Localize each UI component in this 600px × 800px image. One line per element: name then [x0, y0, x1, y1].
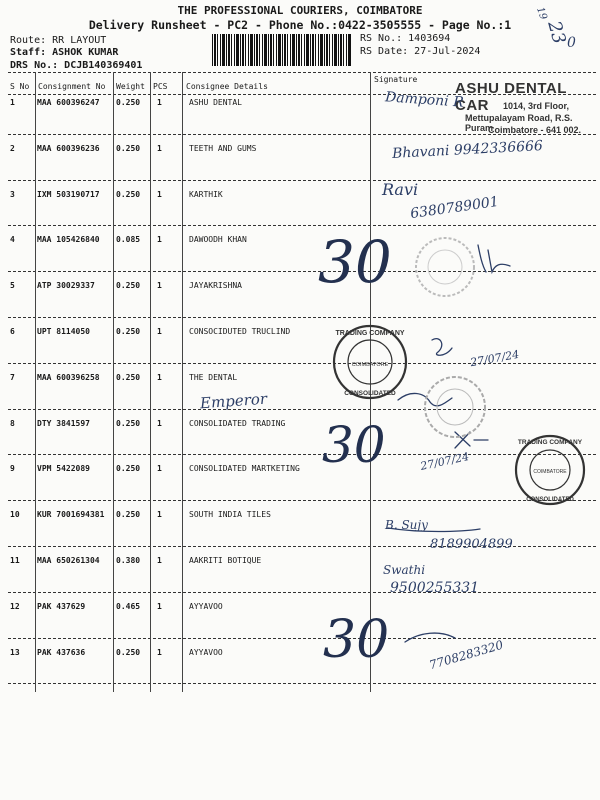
cell-sno: 3: [10, 190, 15, 199]
cell-consignment: MAA 600396236: [37, 144, 100, 153]
cell-weight: 0.250: [116, 464, 141, 473]
col-header-pcs: PCS: [153, 82, 168, 91]
stamp-ashu-line2: Mettupalayam Road, R.S. Puram: [465, 113, 573, 133]
cell-weight: 0.250: [116, 419, 141, 428]
col-header-weight: Weight: [116, 82, 145, 91]
underline-row10: [388, 528, 480, 532]
cell-sno: 7: [10, 373, 15, 382]
cell-consignee: KARTHIK: [189, 190, 223, 199]
cell-consignee: THE DENTAL: [189, 373, 238, 382]
cell-consignee: TEETH AND GUMS: [189, 144, 257, 153]
cell-consignee: AYYAVOO: [189, 602, 223, 611]
cell-consignment: IXM 503190717: [37, 190, 100, 199]
stamp-ashu-line1: 1014, 3rd Floor,: [503, 101, 570, 111]
signature-row2: Bhavani 9942336666: [391, 138, 544, 162]
scribble-row6: [432, 339, 452, 356]
col-header-consignment: Consignment No: [38, 82, 106, 91]
cell-consignee: JAYAKRISHNA: [189, 281, 242, 290]
faint-stamp-row4: [412, 234, 478, 300]
cell-sno: 11: [10, 556, 20, 565]
cell-consignee: CONSOCIDUTED TRUCLIND: [189, 327, 291, 336]
cell-consignee: ASHU DENTAL: [189, 98, 242, 107]
cell-weight: 0.465: [116, 602, 141, 611]
cell-sno: 12: [10, 602, 20, 611]
cell-weight: 0.085: [116, 235, 141, 244]
corner-small-number: 19: [534, 5, 549, 22]
cell-pcs: 1: [157, 373, 162, 382]
cell-pcs: 1: [157, 602, 162, 611]
cell-consignment: VPM 5422089: [37, 464, 90, 473]
col-header-signature: Signature: [374, 75, 418, 84]
cell-pcs: 1: [157, 98, 162, 107]
cell-weight: 0.250: [116, 190, 141, 199]
corner-mark: 0: [567, 35, 576, 51]
scribble-row4: [478, 245, 510, 272]
cell-pcs: 1: [157, 144, 162, 153]
scribble-row12: [405, 633, 455, 642]
cell-pcs: 1: [157, 556, 162, 565]
handwritten-mark-row4: 30: [318, 228, 392, 296]
signature-row9-date: 27/07/24: [419, 450, 471, 473]
rs-number: RS No.: 1403694: [360, 33, 451, 44]
cell-weight: 0.250: [116, 144, 141, 153]
cell-sno: 1: [10, 98, 15, 107]
runsheet-title: Delivery Runsheet - PC2 - Phone No.:0422-3505555 - Page No.:1: [88, 18, 512, 32]
stamp-consolidated-2: [512, 432, 588, 508]
cell-weight: 0.250: [116, 281, 141, 290]
cell-consignment: MAA 600396258: [37, 373, 100, 382]
cell-sno: 13: [10, 648, 20, 657]
signature-row11-number: 9500255331: [390, 580, 480, 596]
cell-pcs: 1: [157, 190, 162, 199]
cell-consignment: UPT 8114050: [37, 327, 90, 336]
signature-row3-number: 6380789001: [409, 193, 500, 223]
cell-sno: 6: [10, 327, 15, 336]
cell-weight: 0.250: [116, 98, 141, 107]
cell-consignment: KUR 7001694381: [37, 510, 105, 519]
cell-pcs: 1: [157, 510, 162, 519]
drs-number: DRS No.: DCJB140369401: [10, 60, 143, 71]
cell-sno: 8: [10, 419, 15, 428]
cell-consignment: DTY 3841597: [37, 419, 90, 428]
signature-row3-name: Ravi: [382, 180, 419, 199]
cell-consignee: AAKRITI BOTIQUE: [189, 556, 262, 565]
stamp-ashu-name: ASHU DENTAL CAR: [455, 80, 567, 114]
col-header-consignee: Consignee Details: [186, 82, 268, 91]
cell-pcs: 1: [157, 235, 162, 244]
cell-pcs: 1: [157, 464, 162, 473]
signature-row12-number: 7708283320: [427, 637, 505, 673]
stamp-consolidated-1: [330, 322, 410, 402]
col-header-sno: S No: [10, 82, 30, 91]
signature-row10-name: B. Sujy: [385, 518, 428, 532]
signature-row1: Damponi R: [384, 89, 465, 111]
cell-consignee: CONSOLIDATED TRADING: [189, 419, 286, 428]
cell-consignment: MAA 650261304: [37, 556, 100, 565]
stamp-bottom-text: CONSOLIDATED: [526, 497, 574, 503]
cell-sno: 4: [10, 235, 15, 244]
stamp-top-text: TRADING COMPANY: [517, 439, 583, 446]
cell-sno: 5: [10, 281, 15, 290]
stamp-center-text: COIMBATORE: [351, 362, 389, 368]
cell-consignee: CONSOLIDATED MARTKETING: [189, 464, 300, 473]
cell-consignment: ATP 30029337: [37, 281, 95, 290]
cell-consignee: AYYAVOO: [189, 648, 223, 657]
stamp-ashu-line3: Coimbatore - 641 002.: [488, 125, 582, 135]
handwritten-mark-row8: 30: [322, 416, 386, 474]
cell-consignment: MAA 600396247: [37, 98, 100, 107]
faint-stamp-row7: [420, 372, 490, 442]
cell-weight: 0.250: [116, 648, 141, 657]
cell-consignment: MAA 105426840: [37, 235, 100, 244]
cell-consignee: DAWOODH KHAN: [189, 235, 247, 244]
cell-pcs: 1: [157, 327, 162, 336]
handwritten-mark-row12: 30: [323, 610, 390, 670]
stamp-bottom-text: CONSOLIDATED: [344, 390, 396, 397]
cell-sno: 9: [10, 464, 15, 473]
cell-weight: 0.380: [116, 556, 141, 565]
staff-label: Staff: ASHOK KUMAR: [10, 47, 119, 58]
rs-date: RS Date: 27-Jul-2024: [360, 46, 481, 57]
cell-consignee: SOUTH INDIA TILES: [189, 510, 271, 519]
cell-consignment: PAK 437636: [37, 648, 86, 657]
cell-consignment: PAK 437629: [37, 602, 86, 611]
cell-weight: 0.250: [116, 373, 141, 382]
cell-pcs: 1: [157, 281, 162, 290]
company-heading: THE PROFESSIONAL COURIERS, COIMBATORE: [177, 4, 423, 17]
signature-row11-name: Swathi: [383, 563, 426, 577]
stamp-top-text: TRADING COMPANY: [335, 330, 405, 337]
cell-pcs: 1: [157, 648, 162, 657]
route-label: Route: RR LAYOUT: [10, 35, 107, 46]
cell-sno: 10: [10, 510, 20, 519]
note-row7: Emperor: [199, 389, 268, 413]
signature-row6-date: 27/07/24: [469, 347, 521, 370]
cell-pcs: 1: [157, 419, 162, 428]
stamp-center-text: COIMBATORE: [533, 469, 567, 475]
cell-weight: 0.250: [116, 510, 141, 519]
cell-weight: 0.250: [116, 327, 141, 336]
cell-sno: 2: [10, 144, 15, 153]
signature-row10-number: 8189904899: [430, 537, 513, 552]
corner-number: 23: [543, 18, 570, 47]
